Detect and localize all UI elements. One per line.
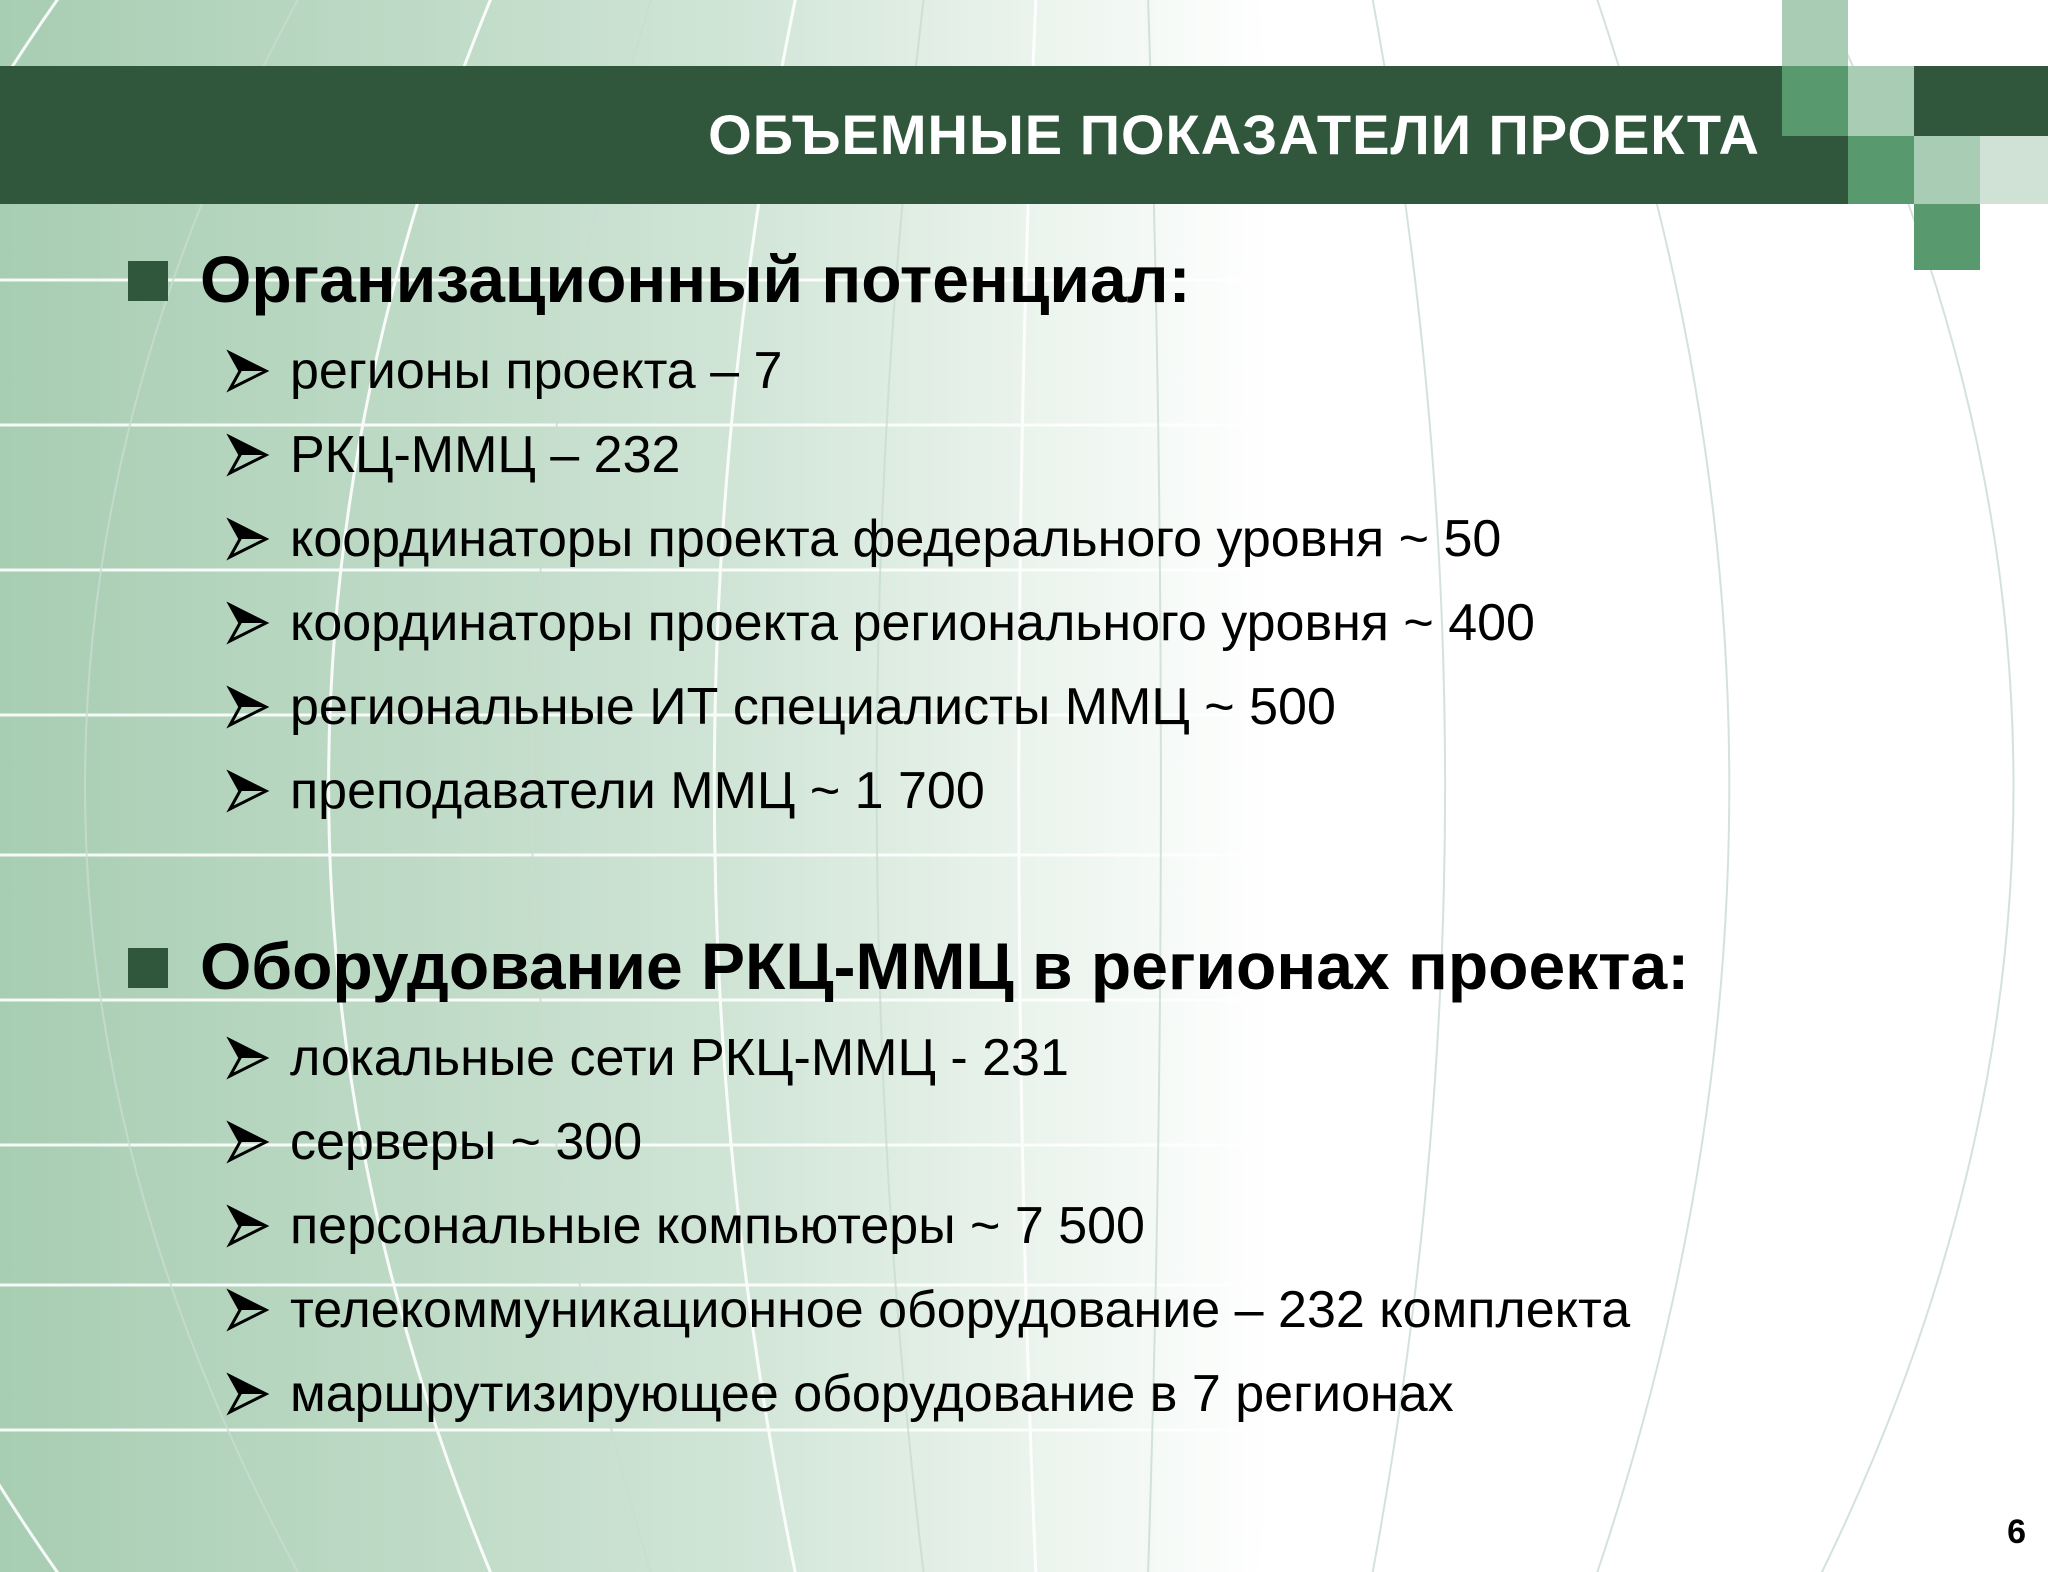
list-item (0, 1016, 2048, 1100)
section-equipment (0, 916, 2048, 1436)
list-item (0, 413, 2048, 497)
list-item (0, 329, 2048, 413)
arrow-bullet-icon (226, 1288, 270, 1332)
section-organizational (0, 229, 2048, 833)
list-item-text: РКЦ-ММЦ – 232 (290, 426, 681, 484)
square-bullet-icon (128, 261, 168, 301)
list-item-text: регионы проекта – 7 (290, 342, 783, 400)
list-item (0, 497, 2048, 581)
section-heading (0, 229, 2048, 329)
decor-square (1848, 66, 1914, 136)
decor-square (1782, 0, 1848, 66)
list-item (0, 1100, 2048, 1184)
list-item-text: региональные ИТ специалисты ММЦ ~ 500 (290, 678, 1336, 736)
arrow-bullet-icon (226, 1036, 270, 1080)
list-item-text: телекоммуникационное оборудование – 232 комплекта (290, 1281, 1631, 1339)
section-heading (0, 916, 2048, 1016)
list-item (0, 581, 2048, 665)
arrow-bullet-icon (226, 1120, 270, 1164)
decor-square (1980, 66, 2048, 136)
arrow-bullet-icon (226, 1204, 270, 1248)
list-item-text: координаторы проекта регионального уровня ~ 400 (290, 594, 1535, 652)
decor-square (1980, 136, 2048, 204)
arrow-bullet-icon (226, 433, 270, 477)
arrow-bullet-icon (226, 349, 270, 393)
square-bullet-icon (128, 948, 168, 988)
list-item (0, 1184, 2048, 1268)
list-item (0, 1268, 2048, 1352)
list-item-text: маршрутизирующее оборудование в 7 регионах (290, 1365, 1454, 1423)
list-item-text: преподаватели ММЦ ~ 1 700 (290, 762, 985, 820)
list-item-text: серверы ~ 300 (290, 1113, 643, 1171)
list-item-text: координаторы проекта федерального уровня ~ 50 (290, 510, 1502, 568)
list-item-text: локальные сети РКЦ-ММЦ - 231 (290, 1029, 1069, 1087)
arrow-bullet-icon (226, 601, 270, 645)
heading-text: Оборудование РКЦ-ММЦ в регионах проекта: (200, 929, 1690, 1003)
decor-square (1914, 136, 1980, 204)
decor-square (1848, 136, 1914, 204)
arrow-bullet-icon (226, 685, 270, 729)
heading-text: Организационный потенциал: (200, 242, 1191, 316)
list-item-text: персональные компьютеры ~ 7 500 (290, 1197, 1145, 1255)
page-number: 6 (2007, 1513, 2026, 1551)
list-item (0, 749, 2048, 833)
list-item (0, 1352, 2048, 1436)
list-item (0, 665, 2048, 749)
arrow-bullet-icon (226, 517, 270, 561)
decor-square (1782, 66, 1848, 136)
arrow-bullet-icon (226, 1372, 270, 1416)
arrow-bullet-icon (226, 769, 270, 813)
slide-title: ОБЪЕМНЫЕ ПОКАЗАТЕЛИ ПРОЕКТА (708, 103, 1760, 166)
